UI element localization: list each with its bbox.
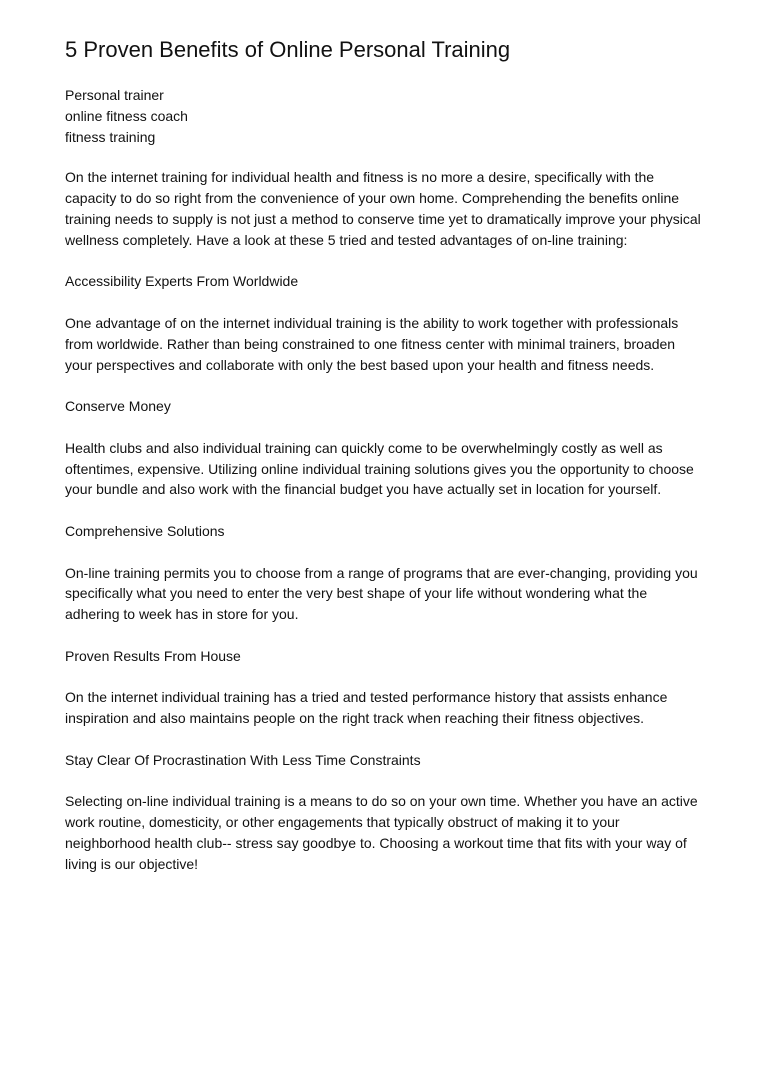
section-heading-accessibility: Accessibility Experts From Worldwide <box>65 273 299 290</box>
page-title: 5 Proven Benefits of Online Personal Training <box>65 37 511 62</box>
tag-item: fitness training <box>65 128 156 145</box>
section-body-money: Health clubs and also individual training can quickly come to be overwhelmingly costly as well as oftentimes, expensive. Utilizing online individual training solutions gives you the opportunity to choose your bundle and also work with the financial budget you have actually set in location for yourself. <box>65 439 694 498</box>
tag-item: online fitness coach <box>65 107 188 124</box>
section-heading-procrastination: Stay Clear Of Procrastination With Less Time Constraints <box>65 751 421 768</box>
section-heading-money: Conserve Money <box>65 398 171 415</box>
section-body-results: On the internet individual training has a tried and tested performance history that assists enhance inspiration and also maintains people on the right track when reaching their fitness objectives. <box>65 689 668 727</box>
section-heading-results: Proven Results From House <box>65 647 241 664</box>
document-page <box>65 36 705 895</box>
section-body-procrastination: Selecting on-line individual training is a means to do so on your own time. Whether you have an active work routine, domesticity, or other engagements that typically obstruct of making it to your neighborhood health club-- stress say goodbye to. Choosing a workout time that fits with your way of living is our objective! <box>65 793 698 872</box>
tag-list <box>65 85 705 147</box>
section-body-solutions: On-line training permits you to choose from a range of programs that are ever-changing, providing you specifically what you need to enter the very best shape of your life without wondering what the adhering to week has in store for you. <box>65 564 698 623</box>
section-body-accessibility: One advantage of on the internet individual training is the ability to work together with professionals from worldwide. Rather than being constrained to one fitness center with minimal trainers, broaden your perspectives and collaborate with only the best based upon your health and fitness needs. <box>65 314 679 373</box>
intro-paragraph: On the internet training for individual health and fitness is no more a desire, specifically with the capacity to do so right from the convenience of your own home. Comprehending the benefits online training needs to supply is not just a method to conserve time yet to dramatically improve your physical wellness completely. Have a look at these 5 tried and tested advantages of on-line training: <box>65 169 701 248</box>
tag-item: Personal trainer <box>65 87 164 103</box>
section-heading-solutions: Comprehensive Solutions <box>65 522 225 539</box>
